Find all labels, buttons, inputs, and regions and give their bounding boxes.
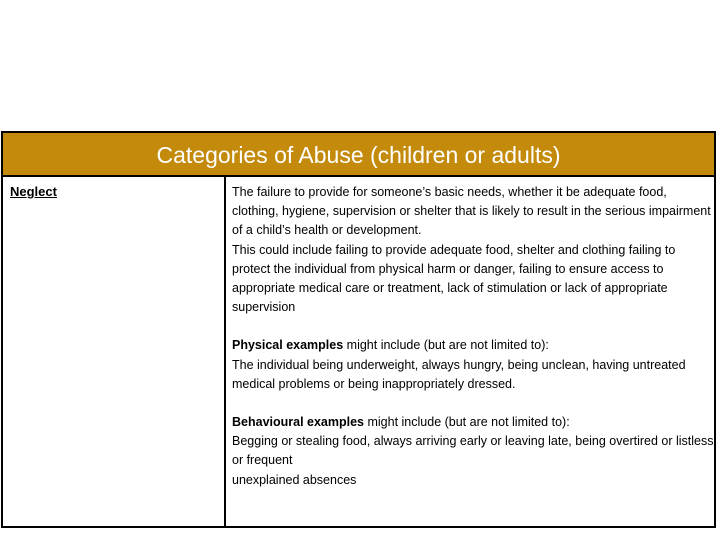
physical-examples-heading-rest: might include (but are not limited to): xyxy=(343,338,549,353)
table-header xyxy=(3,133,714,177)
behavioural-examples-text: Begging or stealing food, always arriving early or leaving late, being overtired or listless or frequent xyxy=(232,434,714,468)
include-paragraph: This could include failing to provide adequate food, shelter and clothing failing to protect the individual from physical harm or danger, failing to ensure access to appropriate medical care or treatment, lack of stimulation or lack of appropriate supervision xyxy=(232,242,676,315)
physical-examples-text: The individual being underweight, always hungry, being unclean, having untreated medical problems or being inappropriately dressed. xyxy=(232,357,686,391)
behavioural-examples-text-end: unexplained absences xyxy=(232,472,357,487)
physical-examples-label: Physical examples xyxy=(232,338,344,353)
definition-paragraph: The failure to provide for someone’s basic needs, whether it be adequate food, clothing, hygiene, supervision or shelter that is likely to result in the serious impairment of a child’s health or development. xyxy=(232,185,711,238)
table-title: Categories of Abuse (children or adults) xyxy=(156,141,561,168)
behavioural-examples-heading-rest: might include (but are not limited to): xyxy=(364,415,570,430)
behavioural-examples-heading xyxy=(232,413,716,432)
abuse-categories-table xyxy=(1,131,716,528)
column-divider xyxy=(224,177,226,526)
description-cell-neglect xyxy=(232,183,716,490)
category-label-neglect: Neglect xyxy=(10,184,57,199)
physical-examples-heading xyxy=(232,336,716,355)
spacer xyxy=(232,317,716,336)
behavioural-examples-label: Behavioural examples xyxy=(232,415,365,430)
spacer xyxy=(232,394,716,413)
